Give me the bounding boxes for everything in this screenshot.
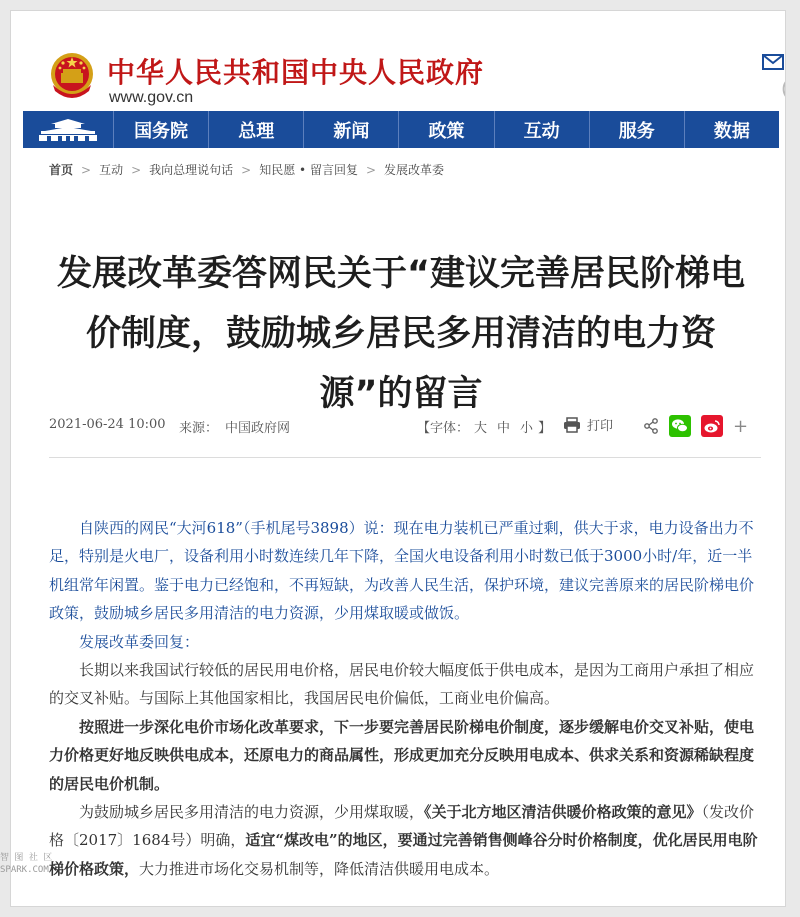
weibo-share-button[interactable] — [701, 415, 723, 437]
nav-item-xinwen[interactable]: 新闻 — [304, 111, 399, 148]
meta-divider — [49, 457, 761, 458]
reply-paragraph-3 — [49, 798, 761, 883]
reply-paragraph-1: 长期以来我国试行较低的居民用电价格，居民电价较大幅度低于供电成本，是因为工商用户承担了相应的交叉补贴。与国际上其他国家相比，我国居民电价偏低，工商业电价偏高。 — [49, 661, 755, 708]
print-button[interactable] — [563, 415, 613, 434]
font-medium-button[interactable]: 中 — [497, 421, 511, 436]
breadcrumb-home[interactable]: 首页 — [49, 163, 74, 177]
nav-item-hudong[interactable]: 互动 — [495, 111, 590, 148]
header-tools — [755, 51, 786, 111]
wechat-icon — [671, 418, 689, 434]
nav-item-shuju[interactable]: 数据 — [713, 120, 750, 142]
nav-item-guowuyuan[interactable]: 国务院 — [114, 111, 209, 148]
share-icon[interactable] — [643, 418, 659, 434]
search-icon[interactable] — [784, 79, 786, 99]
nav-item-zhengce[interactable]: 政策 — [399, 111, 494, 148]
watermark-line-1: 智 图 社 区 — [0, 853, 53, 863]
watermark — [0, 852, 52, 876]
weibo-icon — [703, 418, 721, 434]
para4-part-a: 为鼓励城乡居民多用清洁的电力资源，少用煤取暖， — [79, 803, 425, 822]
more-share-icon[interactable]: + — [733, 415, 749, 437]
breadcrumb-separator: > — [241, 163, 252, 177]
article-source: 中国政府网 — [225, 421, 291, 436]
font-large-button[interactable]: 大 — [474, 421, 488, 436]
site-url[interactable]: www.gov.cn — [109, 89, 194, 106]
publish-date: 2021-06-24 10:00 — [49, 417, 166, 432]
site-title[interactable]: 中华人民共和国中央人民政府 — [107, 56, 485, 89]
share-bar — [643, 415, 748, 437]
national-emblem-icon[interactable] — [49, 51, 95, 101]
page-frame — [10, 10, 786, 907]
tiananmen-icon — [37, 118, 99, 142]
mail-icon[interactable] — [763, 55, 783, 69]
breadcrumb-zhiminyuan[interactable]: 知民愿 • 留言回复 — [259, 163, 358, 177]
printer-icon — [563, 417, 581, 433]
reply-label: 发展改革委回复： — [79, 632, 200, 651]
font-size-end: 】 — [538, 421, 552, 436]
nav-item-fuwu[interactable]: 服务 — [590, 111, 685, 148]
reply-paragraph-2: 按照进一步深化电价市场化改革要求，下一步要完善居民阶梯电价制度，逐步缓解电价交叉补贴，使电力价格更好地反映供电成本，还原电力的商品属性，形成更加充分反映用电成本、供求关系和资源稀缺程度的居民电价机制。 — [49, 717, 755, 793]
breadcrumb-hudong[interactable]: 互动 — [99, 163, 124, 177]
question-paragraph: 自陕西的网民“大河618”（手机尾号3898）说：现在电力装机已严重过剩，供大于求，电力设备出力不足，特别是火电厂，设备利用小时数连续几年下降，全国火电设备利用小时数已低于3000小时/年，近一半机组常年闲置。鉴于电力已经饱和，不再短缺，为改善人民生活，保护环境，建议完善原来的居民阶梯电价政策，鼓励城乡居民多用清洁的电力资源，少用煤取暖或做饭。 — [49, 519, 755, 623]
font-small-button[interactable]: 小 — [520, 421, 534, 436]
site-header — [11, 11, 786, 111]
para4-part-c: （发改价格〔2017〕1684号）明确， — [49, 803, 755, 850]
para4-part-e: 大力推进市场化交易机制等，降低清洁供暖用电成本。 — [139, 859, 500, 878]
breadcrumb-zongli[interactable]: 我向总理说句话 — [149, 163, 234, 177]
nav-home[interactable] — [23, 111, 114, 148]
source-label: 来源： — [179, 421, 219, 436]
article-title: 发展改革委答网民关于“建议完善居民阶梯电价制度，鼓励城乡居民多用清洁的电力资源”的留言 — [56, 254, 745, 415]
font-size-controls — [417, 417, 551, 436]
wechat-share-button[interactable] — [669, 415, 691, 437]
breadcrumb-separator: > — [81, 163, 92, 177]
breadcrumb-separator: > — [131, 163, 142, 177]
nav-item-zongli[interactable]: 总理 — [209, 111, 304, 148]
watermark-line-2: SPARK.COM — [0, 865, 49, 875]
policy-document-title: 《关于北方地区清洁供暖价格政策的意见》 — [424, 803, 702, 822]
print-label: 打印 — [587, 419, 614, 434]
breadcrumb-fgw[interactable]: 发展改革委 — [384, 163, 445, 177]
para4-part-d: 适宜“煤改电”的地区，要通过完善销售侧峰谷分时价格制度，优化居民用电阶梯价格政策， — [49, 831, 758, 878]
main-nav — [23, 111, 779, 148]
breadcrumb — [49, 161, 444, 178]
article-meta — [49, 415, 759, 437]
article-body — [49, 514, 761, 883]
font-size-label: 【字体： — [417, 421, 470, 436]
breadcrumb-separator: > — [365, 163, 377, 177]
